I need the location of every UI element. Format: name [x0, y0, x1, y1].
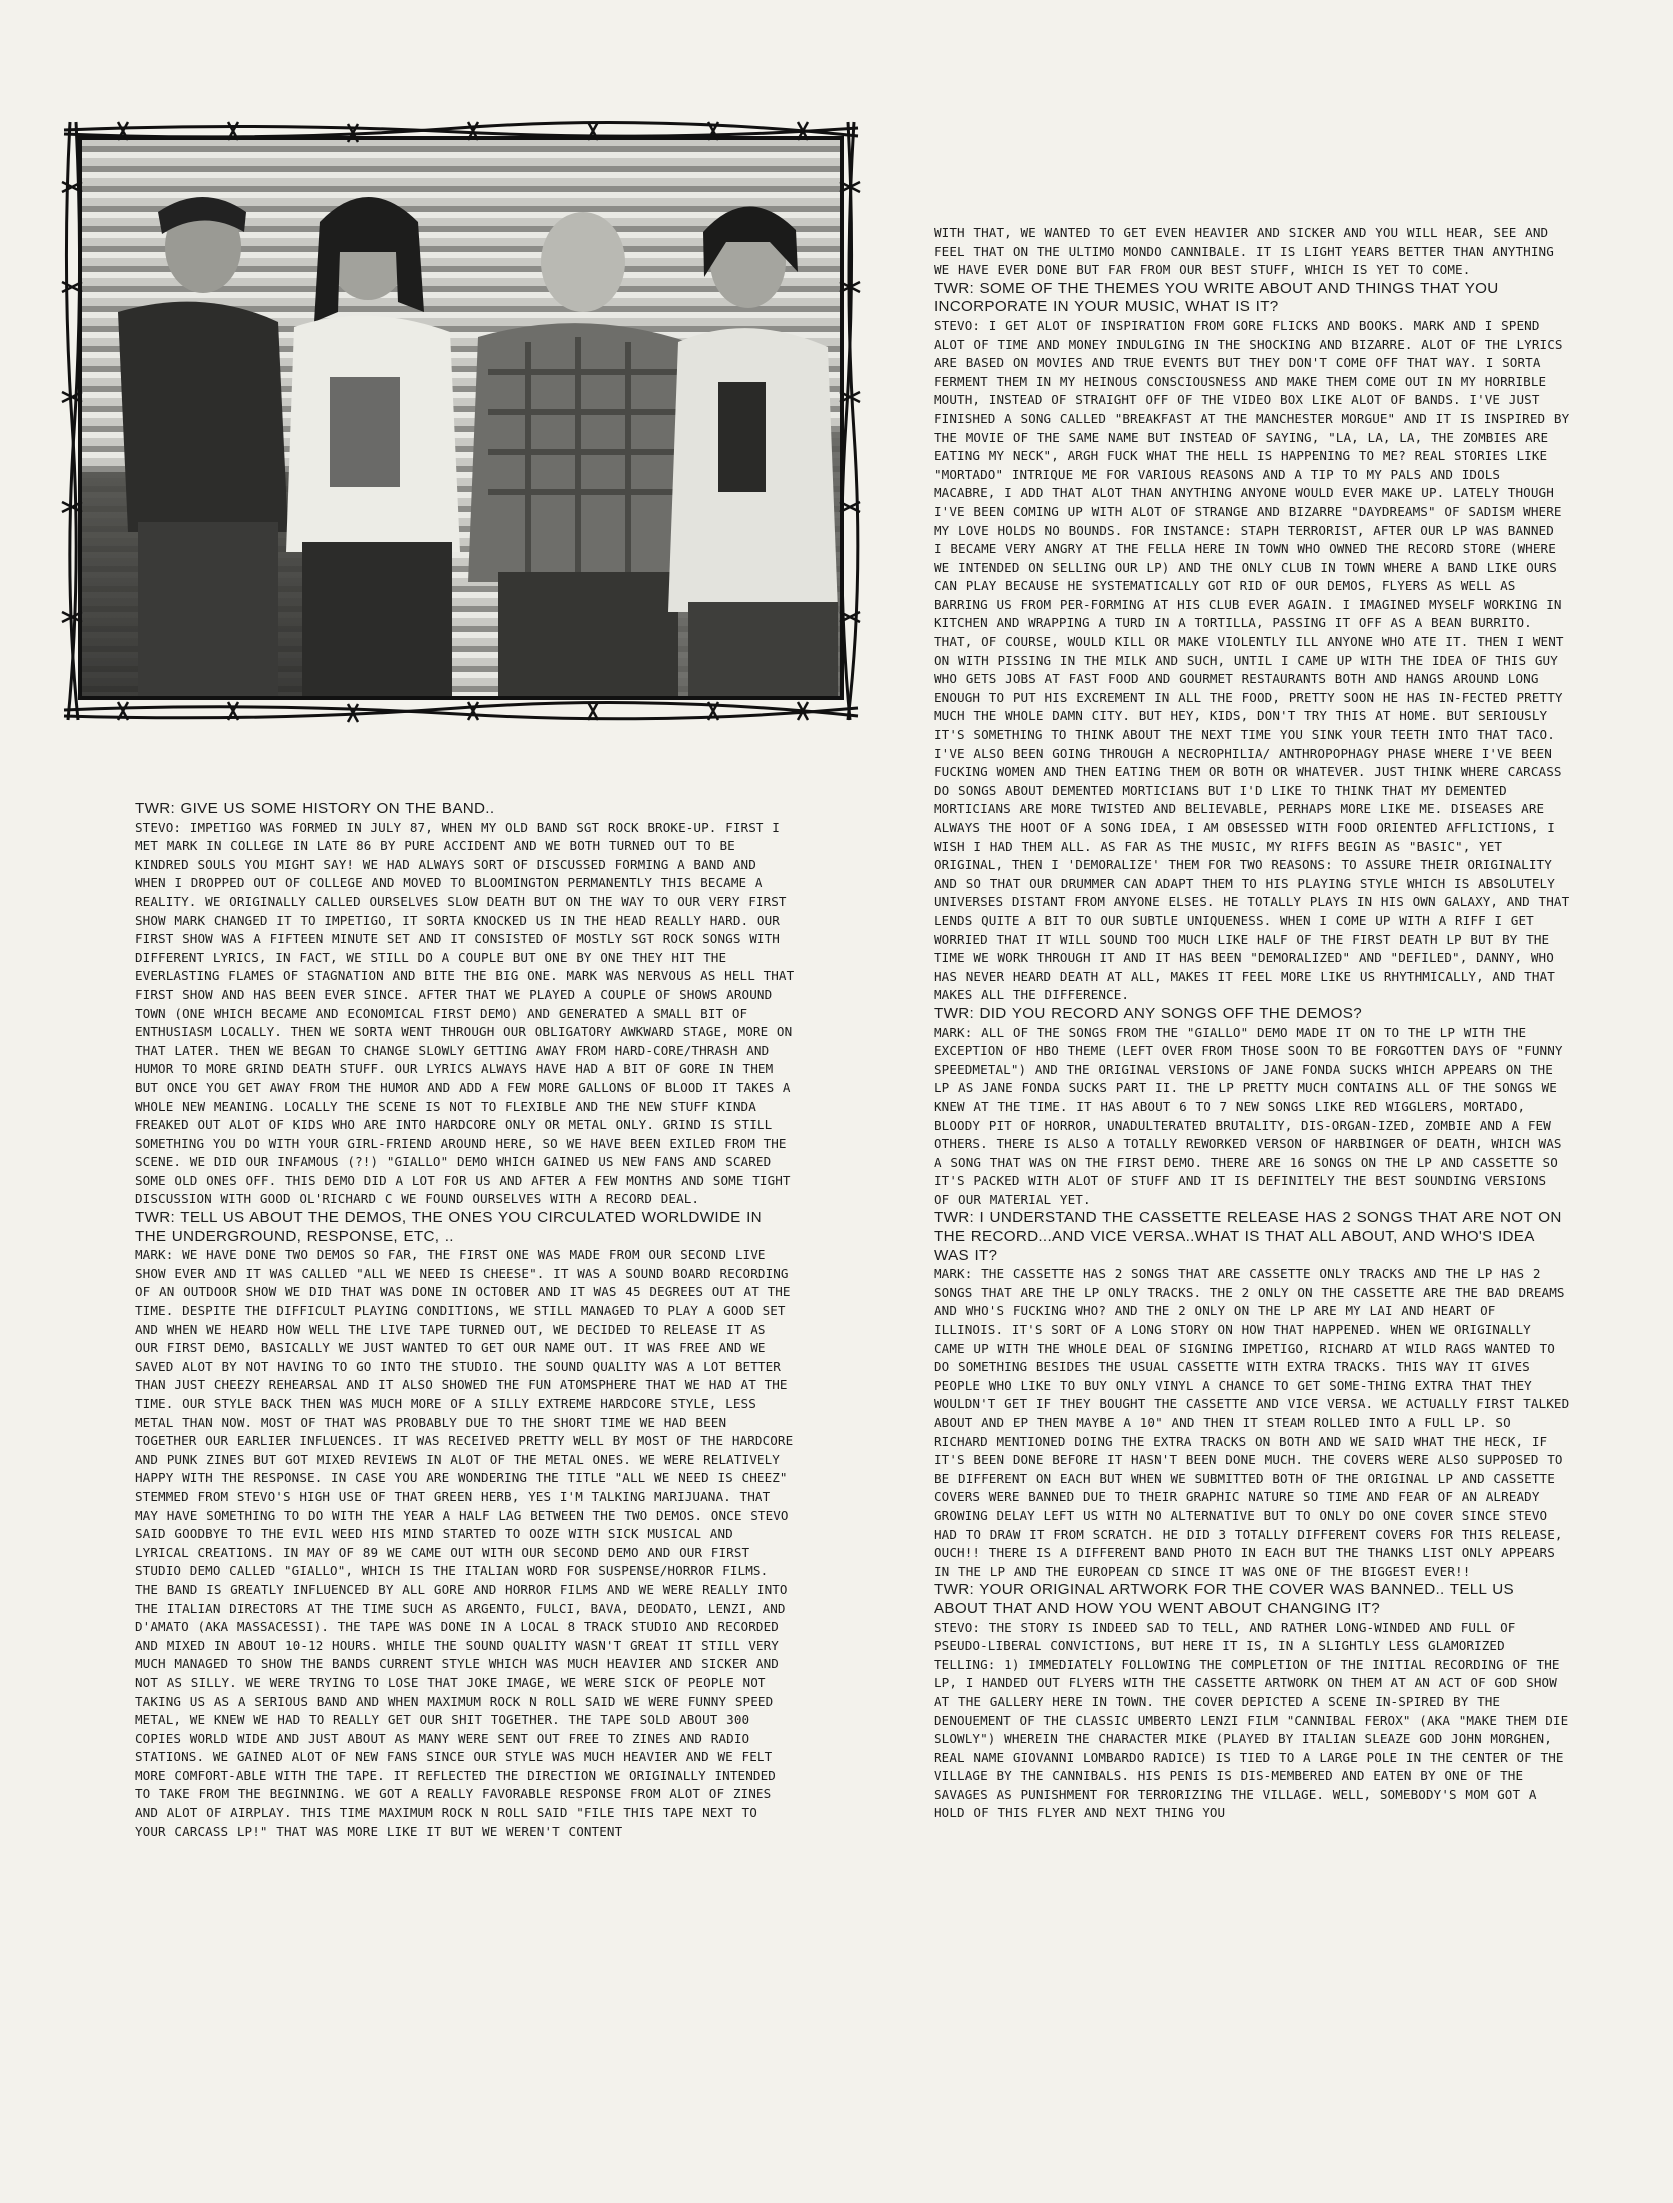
- interview-answer: WITH THAT, WE WANTED TO GET EVEN HEAVIER AND SICKER AND YOU WILL HEAR, SEE AND FEEL THAT ON THE ULTIMO MONDO CANNIBALE. IT IS LIGHT YEARS BETTER THAN ANYTHING WE HAVE EVER DONE BUT FAR FROM OUR BEST STUFF, WHICH IS YET TO COME.: [934, 225, 1554, 278]
- interview-answer: STEVO: IMPETIGO WAS FORMED IN JULY 87, WHEN MY OLD BAND SGT ROCK BROKE-UP. FIRST I MET MARK IN COLLEGE IN LATE 86 BY PURE ACCIDENT AND WE BOTH TURNED OUT TO BE KINDRED SOULS YOU MIGHT SAY! WE HAD ALWAYS SORT OF DISCUSSED FORMING A BAND AND WHEN I DROPPED OUT OF COLLEGE AND MOVED TO BLOOMINGTON PERMANENTLY THIS BECAME A REALITY. WE ORIGINALLY CALLED OURSELVES SLOW DEATH BUT ON THE WAY TO OUR VERY FIRST SHOW MARK CHANGED IT TO IMPETIGO, IT SORTA KNOCKED US IN THE HEAD REALLY HARD. OUR FIRST SHOW WAS A FIFTEEN MINUTE SET AND IT CONSISTED OF MOSTLY SGT ROCK SONGS WITH DIFFERENT LYRICS, IN FACT, WE STILL DO A COUPLE BUT ONE BY ONE THEY HIT THE EVERLASTING FLAMES OF STAGNATION AND BITE THE BIG ONE. MARK WAS NERVOUS AS HELL THAT FIRST SHOW AND HAS BEEN EVER SINCE. AFTER THAT WE PLAYED A COUPLE OF SHOWS AROUND TOWN (ONE WHICH BECAME AND ECONOMICAL FIRST DEMO) AND GENERATED A SMALL BIT OF ENTHUSIASM LOCALLY. THEN WE SORTA WENT THROUGH OUR OBLIGATORY AWKWARD STAGE, MORE ON THAT LATER. THEN WE BEGAN TO CHANGE SLOWLY GETTING AWAY FROM HARD-CORE/THRASH AND HUMOR TO MORE GRIND DEATH STUFF. OUR LYRICS ALWAYS HAVE HAD A BIT OF GORE IN THEM BUT ONCE YOU GET AWAY FROM THE HUMOR AND ADD A FEW MORE GALLONS OF BLOOD IT TAKES A WHOLE NEW MEANING. LOCALLY THE SCENE IS NOT TO FLEXIBLE AND THE NEW STUFF KINDA FREAKED OUT ALOT OF KIDS WHO ARE INTO HARDCORE ONLY OR METAL ONLY. GRIND IS STILL SOMETHING YOU DO WITH YOUR GIRL-FRIEND AROUND HERE, SO WE HAVE BEEN EXILED FROM THE SCENE. WE DID OUR INFAMOUS (?!) "GIALLO" DEMO WHICH GAINED US NEW FANS AND SCARED SOME OLD ONES OFF. THIS DEMO DID A LOT FOR US AND AFTER A FEW MONTHS AND SOME TIGHT DISCUSSION WITH GOOD OL'RICHARD C WE FOUND OURSELVES WITH A RECORD DEAL.: [135, 819, 795, 1207]
- interview-answer: MARK: ALL OF THE SONGS FROM THE "GIALLO" DEMO MADE IT ON TO THE LP WITH THE EXCEPTION OF HBO THEME (LEFT OVER FROM THOSE SOON TO BE FORGOTTEN DAYS OF "FUNNY SPEEDMETAL") AND THE ORIGINAL VERSIONS OF JANE FONDA SUCKS WHICH APPEARS ON THE LP AS JANE FONDA SUCKS PART II. THE LP PRETTY MUCH CONTAINS ALL OF THE SONGS WE KNEW AT THE TIME. IT HAS ABOUT 6 TO 7 NEW SONGS LIKE RED WIGGLERS, MORTADO, BLOODY PIT OF HORROR, UNADULTERATED BRUTALITY, DIS-ORGAN-IZED, ZOMBIE AND A FEW OTHERS. THERE IS ALSO A TOTALLY REWORKED VERSON OF HARBINGER OF DEATH, WHICH WAS A SONG THAT WAS ON THE FIRST DEMO. THERE ARE 16 SONGS ON THE LP AND CASSETTE SO IT'S PACKED WITH ALOT OF STUFF AND IT IS DEFINITELY THE BEST SOUNDING VERSIONS OF OUR MATERIAL YET.: [934, 1024, 1563, 1207]
- interview-question: TWR: DID YOU RECORD ANY SONGS OFF THE DEMOS?: [934, 1004, 1362, 1022]
- interview-question: TWR: YOUR ORIGINAL ARTWORK FOR THE COVER WAS BANNED.. TELL US ABOUT THAT AND HOW YOU WENT ABOUT CHANGING IT?: [934, 1581, 1514, 1617]
- left-column: [135, 800, 795, 1841]
- band-photo: [58, 112, 864, 728]
- interview-question: TWR: SOME OF THE THEMES YOU WRITE ABOUT AND THINGS THAT YOU INCORPORATE IN YOUR MUSIC, WHAT IS IT?: [934, 279, 1499, 316]
- interview-answer: STEVO: I GET ALOT OF INSPIRATION FROM GORE FLICKS AND BOOKS. MARK AND I SPEND ALOT OF TIME AND MONEY INDULGING IN THE SHOCKING AND BIZARRE. ALOT OF THE LYRICS ARE BASED ON MOVIES AND TRUE EVENTS BUT THEY DON'T COME OFF THAT WAY. I SORTA FERMENT THEM IN MY HEINOUS CONSCIOUSNESS AND MAKE THEM COME OUT IN MY HORRIBLE MOUTH, INSTEAD OF STRAIGHT OFF OF THE VIDEO BOX LIKE ALOT OF BANDS. I'VE JUST FINISHED A SONG CALLED "BREAKFAST AT THE MANCHESTER MORGUE" AND IT IS INSPIRED BY THE MOVIE OF THE SAME NAME BUT INSTEAD OF SAYING, "LA, LA, LA, THE ZOMBIES ARE EATING MY NECK", ARGH FUCK WHAT THE HELL IS HAPPENING TO ME? REAL STORIES LIKE "MORTADO" INTRIQUE ME FOR VARIOUS REASONS AND A TIP TO MY PALS AND IDOLS MACABRE, I ADD THAT ALOT THAN ANYTHING ANYONE WOULD EVER MAKE UP. LATELY THOUGH I'VE BEEN COMING UP WITH ALOT OF STRANGE AND BIZARRE "DAYDREAMS" OF SADISM WHERE MY LOVE HOLDS NO BOUNDS. FOR INSTANCE: STAPH TERRORIST, AFTER OUR LP WAS BANNED I BECAME VERY ANGRY AT THE FELLA HERE IN TOWN WHO OWNED THE RECORD STORE (WHERE WE INTENDED ON SELLING OUR LP) AND THE ONLY CLUB IN TOWN WHERE A BAND LIKE OURS CAN PLAY BECAUSE HE SYSTEMATICALLY GOT RID OF OUR DEMOS, FLYERS AS WELL AS BARRING US FROM PER-FORMING AT HIS CLUB EVER AGAIN. I IMAGINED MYSELF WORKING IN KITCHEN AND WRAPPING A TURD IN A TORTILLA, PASSING IT OFF AS A BEAN BURRITO. THAT, OF COURSE, WOULD KILL OR MAKE VIOLENTLY ILL ANYONE WHO ATE IT. THEN I WENT ON WITH PISSING IN THE MILK AND SUCH, UNTIL I CAME UP WITH THE IDEA OF THIS GUY WHO GETS JOBS AT FAST FOOD AND GOURMET RESTAURANTS BOTH AND HANGS AROUND LONG ENOUGH TO PUT HIS EXCREMENT IN ALL THE FOOD, PRETTY SOON HE HAS IN-FECTED PRETTY MUCH THE WHOLE DAMN CITY. BUT HEY, KIDS, DON'T TRY THIS AT HOME. BUT SERIOUSLY IT'S SOMETHING TO THINK ABOUT THE NEXT TIME YOU SINK YOUR TEETH INTO THAT TACO. I'VE ALSO BEEN GOING THROUGH A NECROPHILIA/ ANTHROPOPHAGY PHASE WHERE I'VE BEEN FUCKING WOMEN AND THEN EATING THEM OR BOTH OR WHATEVER. JUST THINK WHERE CARCASS DO SONGS ABOUT DEMENTED MORTICIANS BUT I'D LIKE TO THINK THAT MY DEMENTED MORTICIANS ARE MORE TWISTED AND BELIEVABLE, PERHAPS MORE LIKE ME. DISEASES ARE ALWAYS THE HOOT OF A SONG IDEA, I AM OBSESSED WITH FOOD ORIENTED AFFLICTIONS, I WISH I HAD THEM ALL. AS FAR AS THE MUSIC, MY RIFFS BEGIN AS "BASIC", YET ORIGINAL, THEN I 'DEMORALIZE' THEM FOR TWO REASONS: TO ASSURE THEIR ORIGINALITY AND SO THAT OUR DRUMMER CAN ADAPT THEM TO HIS PLAYING STYLE WHICH IS ABSOLUTELY UNIVERSES DISTANT FROM ANYONE ELSES. HE TOTALLY PLAYS IN HIS OWN GALAXY, AND THAT LENDS QUITE A BIT TO OUR SUBTLE UNIQUENESS. WHEN I COME UP WITH A RIFF I GET WORRIED THAT IT WILL SOUND TOO MUCH LIKE HALF OF THE FIRST DEATH LP BUT BY THE TIME WE WORK THROUGH IT AND IT HAS BEEN "DEMORALIZED" AND "DEFILED", DANNY, WHO HAS NEVER HEARD DEATH AT ALL, MAKES IT FEEL MORE LIKE US RHYTHMICALLY, AND THAT MAKES ALL THE DIFFERENCE.: [934, 317, 1570, 1003]
- right-column: [934, 224, 1570, 1823]
- interview-question: TWR: I UNDERSTAND THE CASSETTE RELEASE HAS 2 SONGS THAT ARE NOT ON THE RECORD...AND VICE VERSA..WHAT IS THAT ALL ABOUT, AND WHO'S IDEA WAS IT?: [934, 1209, 1562, 1264]
- interview-answer: MARK: WE HAVE DONE TWO DEMOS SO FAR, THE FIRST ONE WAS MADE FROM OUR SECOND LIVE SHOW EVER AND IT WAS CALLED "ALL WE NEED IS CHEESE". IT WAS A SOUND BOARD RECORDING OF AN OUTDOOR SHOW WE DID THAT WAS DONE IN OCTOBER AND IT WAS 45 DEGREES OUT AT THE TIME. DESPITE THE DIFFICULT PLAYING CONDITIONS, WE STILL MANAGED TO PLAY A GOOD SET AND WHEN WE HEARD HOW WELL THE LIVE TAPE TURNED OUT, WE DECIDED TO RELEASE IT AS OUR FIRST DEMO, BASICALLY WE JUST WANTED TO GET OUR NAME OUT. IT WAS FREE AND WE SAVED ALOT BY NOT HAVING TO GO INTO THE STUDIO. THE SOUND QUALITY WAS A LOT BETTER THAN JUST CHEEZY REHEARSAL AND IT ALSO SHOWED THE FUN ATOMSPHERE THAT WE HAD AT THE TIME. OUR STYLE BACK THEN WAS MUCH MORE OF A SILLY EXTREME HARDCORE STYLE, LESS METAL THAN NOW. MOST OF THAT WAS PROBABLY DUE TO THE SHORT TIME WE HAD BEEN TOGETHER OUR EARLIER INFLUENCES. IT WAS RECEIVED PRETTY WELL BY MOST OF THE HARDCORE AND PUNK ZINES BUT GOT MIXED REVIEWS IN ALOT OF THE METAL ONES. WE WERE RELATIVELY HAPPY WITH THE RESPONSE. IN CASE YOU ARE WONDERING THE TITLE "ALL WE NEED IS CHEEZ" STEMMED FROM STEVO'S HIGH USE OF THAT GREEN HERB, YES I'M TALKING MARIJUANA. THAT MAY HAVE SOMETHING TO DO WITH THE YEAR A HALF LAG BETWEEN THE TWO DEMOS. ONCE STEVO SAID GOODBYE TO THE EVIL WEED HIS MIND STARTED TO OOZE WITH SICK MUSICAL AND LYRICAL CREATIONS. IN MAY OF 89 WE CAME OUT WITH OUR SECOND DEMO AND OUR FIRST STUDIO DEMO CALLED "GIALLO", WHICH IS THE ITALIAN WORD FOR SUSPENSE/HORROR FILMS. THE BAND IS GREATLY INFLUENCED BY ALL GORE AND HORROR FILMS AND WE WERE REALLY INTO THE ITALIAN DIRECTORS AT THE TIME SUCH AS ARGENTO, FULCI, BAVA, DEODATO, LENZI, AND D'AMATO (AKA MASSACESSI). THE TAPE WAS DONE IN A LOCAL 8 TRACK STUDIO AND RECORDED AND MIXED IN ABOUT 10-12 HOURS. WHILE THE SOUND QUALITY WASN'T GREAT IT STILL VERY MUCH MANAGED TO SHOW THE BANDS CURRENT STYLE WHICH WAS MUCH HEAVIER AND SICKER AND NOT AS SILLY. WE WERE TRYING TO LOSE THAT JOKE IMAGE, WE WERE SICK OF PEOPLE NOT TAKING US AS A SERIOUS BAND AND WHEN MAXIMUM ROCK N ROLL SAID WE WERE FUNNY SPEED METAL, WE KNEW WE HAD TO REALLY GET OUR SHIT TOGETHER. THE TAPE SOLD ABOUT 300 COPIES WORLD WIDE AND JUST ABOUT AS MANY WERE SENT OUT FREE TO ZINES AND RADIO STATIONS. WE GAINED ALOT OF NEW FANS SINCE OUR STYLE WAS MUCH HEAVIER AND WE FELT MORE COMFORT-ABLE WITH THE TAPE. IT REFLECTED THE DIRECTION WE ORIGINALLY INTENDED TO TAKE FROM THE BEGINNING. WE GOT A REALLY FAVORABLE RESPONSE FROM ALOT OF ZINES AND ALOT OF AIRPLAY. THIS TIME MAXIMUM ROCK N ROLL SAID "FILE THIS TAPE NEXT TO YOUR CARCASS LP!" THAT WAS MORE LIKE IT BUT WE WEREN'T CONTENT: [135, 1247, 794, 1839]
- interview-answer: MARK: THE CASSETTE HAS 2 SONGS THAT ARE CASSETTE ONLY TRACKS AND THE LP HAS 2 SONGS THAT ARE THE LP ONLY TRACKS. THE 2 ONLY ON THE CASSETTE ARE THE BAD DREAMS AND WHO'S FUCKING WHO? AND THE 2 ONLY ON THE LP ARE MY LAI AND HEART OF ILLINOIS. IT'S SORT OF A LONG STORY ON HOW THAT HAPPENED. WHEN WE ORIGINALLY CAME UP WITH THE WHOLE DEAL OF SIGNING IMPETIGO, RICHARD AT WILD RAGS WANTED TO DO SOMETHING BESIDES THE USUAL CASSETTE WITH EXTRA TRACKS. THIS WAY IT GIVES PEOPLE WHO LIKE TO BUY ONLY VINYL A CHANCE TO GET SOME-THING EXTRA THAT THEY WOULDN'T GET IF THEY BOUGHT THE CASSETTE AND VICE VERSA. WE ACTUALLY FIRST TALKED ABOUT AND EP THEN MAYBE A 10" AND THEN IT STEAM ROLLED INTO A FULL LP. SO RICHARD MENTIONED DOING THE EXTRA TRACKS ON BOTH AND WE SAID WHAT THE HECK, IF IT'S BEEN DONE BEFORE IT HASN'T BEEN DONE MUCH. THE COVERS WERE ALSO SUPPOSED TO BE DIFFERENT ON EACH BUT WHEN WE SUBMITTED BOTH OF THE ORIGINAL LP AND CASSETTE COVERS WERE BANNED DUE TO THEIR GRAPHIC NATURE SO TIME AND FEAR OF AN ALREADY GROWING DELAY LEFT US WITH NO ALTERNATIVE BUT TO ONLY DO ONE COVER SINCE STEVO HAD TO DRAW IT FROM SCRATCH. HE DID 3 TOTALLY DIFFERENT COVERS FOR THIS RELEASE, OUCH!! THERE IS A DIFFERENT BAND PHOTO IN EACH BUT THE THANKS LIST ONLY APPEARS IN THE LP AND THE EUROPEAN CD SINCE IT WAS ONE OF THE BIGGEST EVER!!: [934, 1266, 1570, 1579]
- interview-question: TWR: GIVE US SOME HISTORY ON THE BAND..: [135, 800, 495, 817]
- band-photo-icon: [58, 112, 864, 728]
- interview-answer: STEVO: THE STORY IS INDEED SAD TO TELL, AND RATHER LONG-WINDED AND FULL OF PSEUDO-LIBERAL CONVICTIONS, BUT HERE IT IS, IN A SLIGHTLY LESS GLAMORIZED TELLING: 1) IMMEDIATELY FOLLOWING THE COMPLETION OF THE INITIAL RECORDING OF THE LP, I HANDED OUT FLYERS WITH THE CASSETTE ARTWORK ON THEM AT AN ACT OF GOD SHOW AT THE GALLERY HERE IN TOWN. THE COVER DEPICTED A SCENE IN-SPIRED BY THE DENOUEMENT OF THE CLASSIC UMBERTO LENZI FILM "CANNIBAL FEROX" (AKA "MAKE THEM DIE SLOWLY") WHEREIN THE CHARACTER MIKE (PLAYED BY ITALIAN SLEAZE GOD JOHN MORGHEN, REAL NAME GIOVANNI LOMBARDO RADICE) IS TIED TO A LARGE POLE IN THE CENTER OF THE VILLAGE BY THE CANNIBALS. HIS PENIS IS DIS-MEMBERED AND EATEN BY ONE OF THE SAVAGES AS PUNISHMENT FOR TERRORIZING THE VILLAGE. WELL, SOMEBODY'S MOM GOT A HOLD OF THIS FLYER AND NEXT THING YOU: [934, 1619, 1569, 1821]
- interview-question: TWR: TELL US ABOUT THE DEMOS, THE ONES YOU CIRCULATED WORLDWIDE IN THE UNDERGROUND, RESPONSE, ETC, ..: [135, 1209, 762, 1245]
